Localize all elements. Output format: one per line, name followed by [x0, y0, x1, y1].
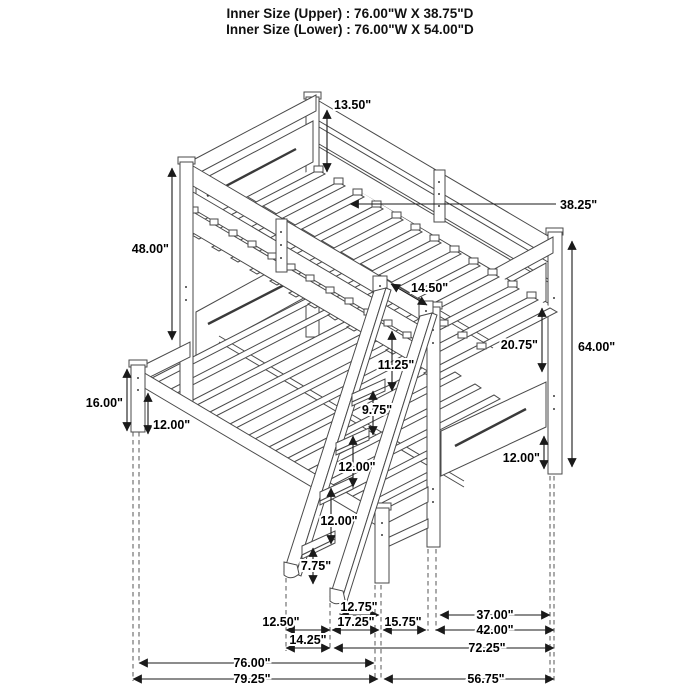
dim-label-12in-left: 12.00"	[153, 418, 191, 432]
dim-label-37in: 37.00"	[476, 608, 514, 622]
dim-label-42in: 42.00"	[476, 623, 514, 637]
dim-12-50in	[262, 615, 330, 630]
dim-16in	[86, 369, 127, 431]
dim-56-75in	[384, 672, 554, 686]
dim-label-16in: 16.00"	[85, 396, 123, 410]
dim-label-20-75in: 20.75"	[500, 338, 538, 352]
dim-79-25in	[133, 672, 378, 686]
dim-label-12in-right: 12.00"	[502, 451, 540, 465]
dim-64in	[572, 241, 615, 467]
dim-label-9-75in: 9.75"	[361, 403, 393, 417]
dim-17-25in	[332, 615, 379, 630]
dim-14-25in	[286, 633, 330, 648]
dim-label-7-75in: 7.75"	[300, 559, 332, 573]
dim-15-75in	[383, 615, 426, 630]
dim-label-14-25in: 14.25"	[289, 633, 327, 647]
dim-label-56-75in: 56.75"	[467, 672, 505, 686]
dim-label-76in: 76.00"	[233, 656, 271, 670]
dim-label-15-75in: 15.75"	[384, 615, 422, 629]
inner-size-lower: Inner Size (Lower) : 76.00"W X 54.00"D	[226, 22, 474, 37]
dim-label-64in: 64.00"	[578, 340, 616, 354]
dim-label-12-75in: 12.75"	[340, 600, 378, 614]
dim-label-12in-ladder-mid: 12.00"	[338, 460, 376, 474]
dim-48in	[132, 168, 172, 340]
dim-label-12-50in: 12.50"	[262, 615, 300, 629]
dim-37in	[440, 608, 550, 622]
dim-label-48in: 48.00"	[131, 242, 169, 256]
dim-76in	[139, 656, 374, 670]
dim-label-11-25in: 11.25"	[377, 358, 415, 372]
dim-72-25in	[334, 641, 554, 655]
dim-label-14-50in: 14.50"	[411, 281, 449, 295]
dim-label-79-25in: 79.25"	[233, 672, 271, 686]
dim-label-13-50in: 13.50"	[334, 98, 372, 112]
dim-label-72-25in: 72.25"	[468, 641, 506, 655]
dim-label-38-25in: 38.25"	[560, 198, 598, 212]
dim-label-12in-ladder-low: 12.00"	[320, 514, 358, 528]
dim-12-75in	[340, 600, 379, 615]
inner-size-upper: Inner Size (Upper) : 76.00"W X 38.75"D	[226, 6, 474, 21]
dim-label-17-25in: 17.25"	[337, 615, 375, 629]
dim-42in	[436, 623, 554, 637]
